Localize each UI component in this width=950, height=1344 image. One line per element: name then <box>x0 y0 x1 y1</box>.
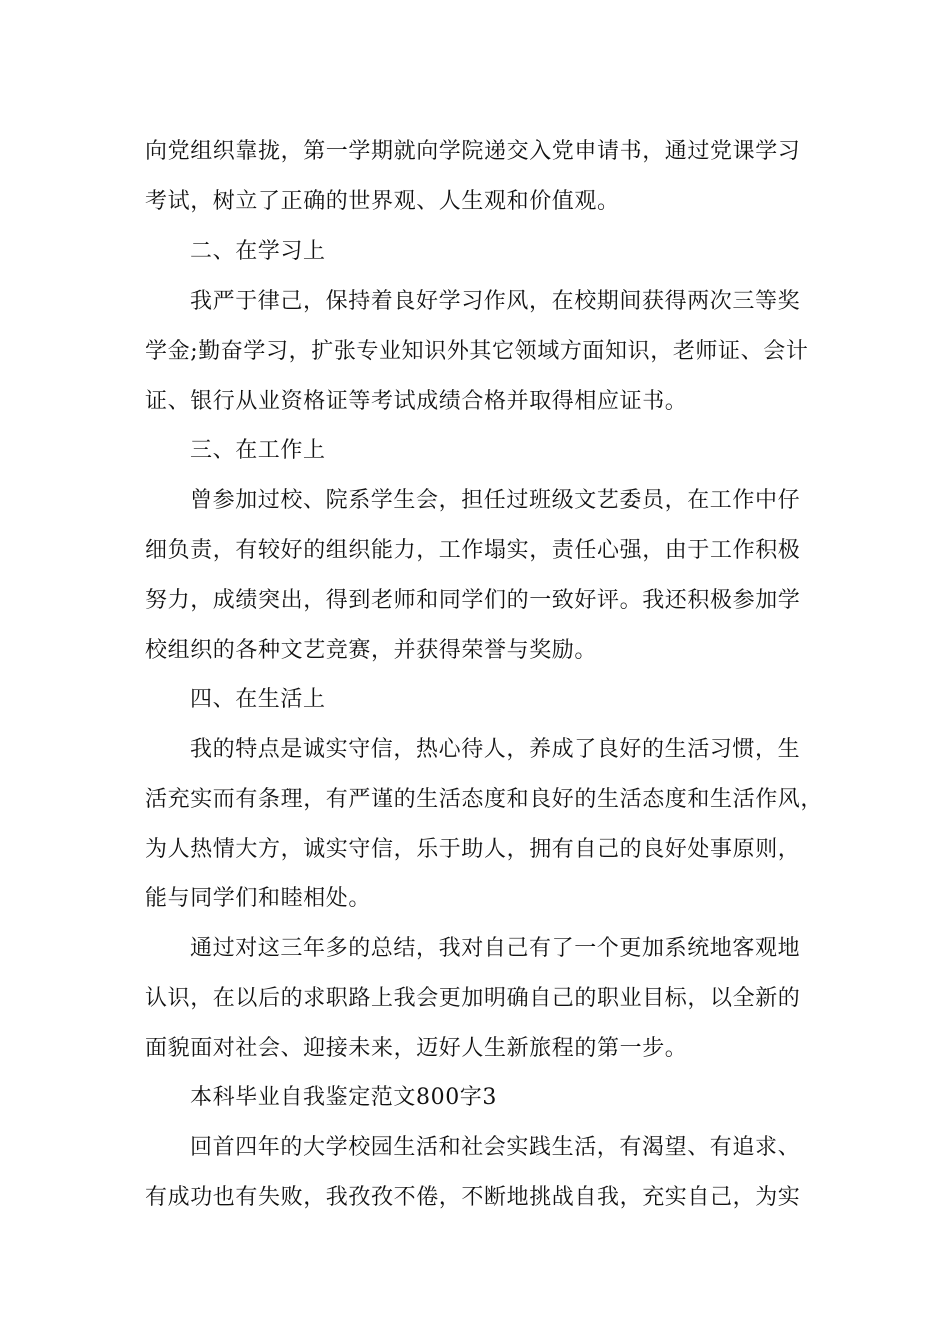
article-heading: 本科毕业自我鉴定范文800字3 <box>190 1085 497 1110</box>
text-line: 校组织的各种文艺竞赛，并获得荣誉与奖励。 <box>145 638 598 663</box>
text-line: 认识，在以后的求职路上我会更加明确自己的职业目标，以全新的 <box>145 986 801 1011</box>
text-line: 能与同学们和睦相处。 <box>145 886 372 911</box>
text-line: 通过对这三年多的总结，我对自己有了一个更加系统地客观地 <box>190 936 801 961</box>
text-line: 曾参加过校、院系学生会，担任过班级文艺委员，在工作中仔 <box>190 488 801 513</box>
text-line: 活充实而有条理，有严谨的生活态度和良好的生活态度和生活作风， <box>145 787 824 812</box>
text-line: 努力，成绩突出，得到老师和同学们的一致好评。我还积极参加学 <box>145 588 801 613</box>
text-line: 学金;勤奋学习，扩张专业知识外其它领域方面知识，老师证、会计 <box>145 339 809 364</box>
section-heading: 二、在学习上 <box>190 239 326 264</box>
text-line: 考试，树立了正确的世界观、人生观和价值观。 <box>145 189 620 214</box>
text-line: 为人热情大方，诚实守信，乐于助人，拥有自己的良好处事原则， <box>145 837 801 862</box>
text-line: 我的特点是诚实守信，热心待人，养成了良好的生活习惯，生 <box>190 737 801 762</box>
text-line: 面貌面对社会、迎接未来，迈好人生新旅程的第一步。 <box>145 1036 688 1061</box>
section-heading: 三、在工作上 <box>190 438 326 463</box>
text-line: 回首四年的大学校园生活和社会实践生活，有渴望、有追求、 <box>190 1135 801 1160</box>
section-heading: 四、在生活上 <box>190 687 326 712</box>
text-line: 有成功也有失败，我孜孜不倦，不断地挑战自我，充实自己，为实 <box>145 1185 801 1210</box>
text-line: 向党组织靠拢，第一学期就向学院递交入党申请书，通过党课学习 <box>145 139 801 164</box>
text-line: 细负责，有较好的组织能力，工作塌实，责任心强，由于工作积极 <box>145 538 801 563</box>
text-line: 证、银行从业资格证等考试成绩合格并取得相应证书。 <box>145 389 688 414</box>
text-line: 我严于律己，保持着良好学习作风，在校期间获得两次三等奖 <box>190 289 801 314</box>
